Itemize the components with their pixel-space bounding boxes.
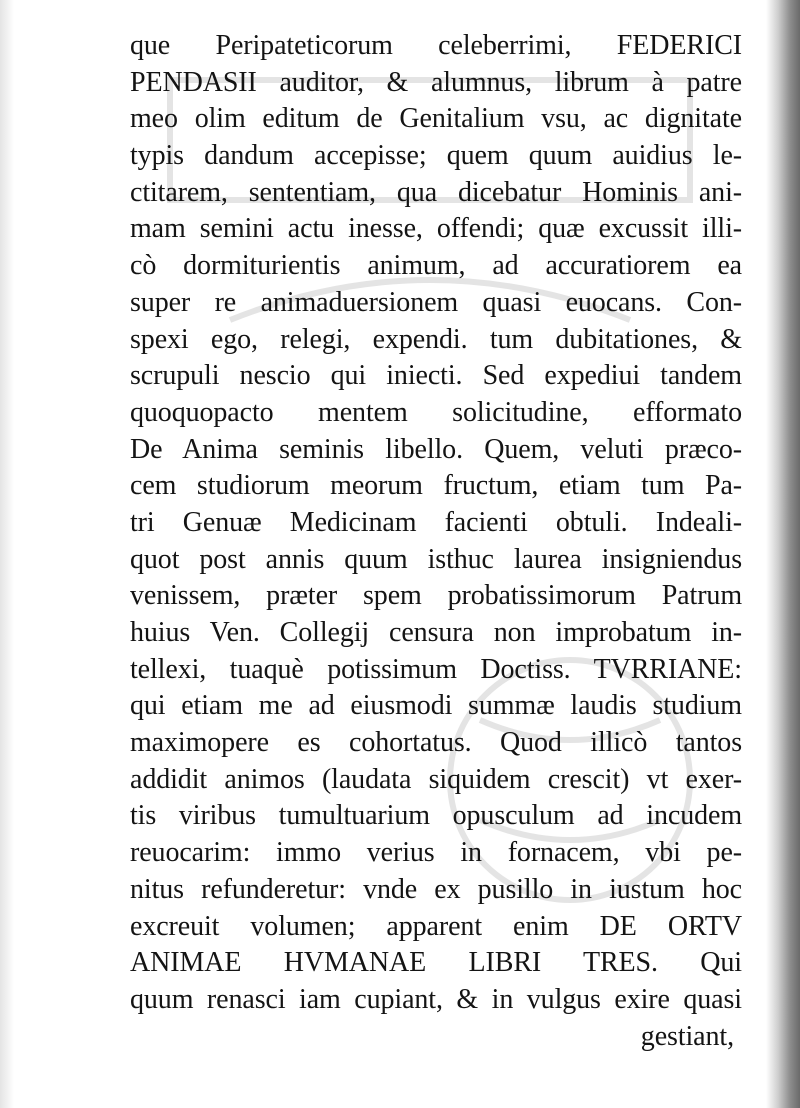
text-line: venissem, præter spem probatissimorum Patrum — [130, 580, 742, 612]
text-line: tri Genuæ Medicinam facienti obtuli. Indeali- — [130, 506, 742, 538]
text-line: reuocarim: immo verius in fornacem, vbi pe- — [130, 837, 742, 869]
text-line: quoquopacto mentem solicitudine, efformato — [130, 396, 742, 428]
text-line: nitus refunderetur: vnde ex pusillo in iustum hoc — [130, 873, 742, 905]
text-line: ctitarem, sententiam, qua dicebatur Hominis ani- — [130, 176, 742, 208]
text-line: spexi ego, relegi, expendi. tum dubitationes, & — [130, 323, 742, 355]
text-line: cem studiorum meorum fructum, etiam tum Pa- — [130, 470, 742, 502]
text-line: mam semini actu inesse, offendi; quæ excussit illi- — [130, 213, 742, 245]
latin-text-block — [130, 28, 742, 1055]
text-line: meo olim editum de Genitalium vsu, ac dignitate — [130, 103, 742, 135]
text-line: excreuit volumen; apparent enim DE ORTV — [130, 910, 742, 942]
text-line: maximopere es cohortatus. Quod illicò tantos — [130, 727, 742, 759]
text-line: quot post annis quum isthuc laurea insigniendus — [130, 543, 742, 575]
text-line: cò dormiturientis animum, ad accuratiorem ea — [130, 250, 742, 282]
text-line: ANIMAE HVMANAE LIBRI TRES. Qui — [130, 947, 742, 979]
text-line: tis viribus tumultuarium opusculum ad incudem — [130, 800, 742, 832]
page-left-shadow — [0, 0, 14, 1108]
text-line: que Peripateticorum celeberrimi, FEDERICI — [130, 30, 742, 61]
text-line: huius Ven. Collegij censura non improbatum in- — [130, 617, 742, 648]
text-line: PENDASII auditor, & alumnus, librum à patre — [130, 66, 742, 98]
text-line: typis dandum accepisse; quem quum auidius le- — [130, 140, 742, 172]
text-line: addidit animos (laudata siquidem crescit) vt exer- — [130, 763, 742, 795]
catchword: gestiant, — [640, 1020, 734, 1052]
text-line: quum renasci iam cupiant, & in vulgus exire quasi — [130, 983, 742, 1015]
text-line: scrupuli nescio qui iniecti. Sed expediui tandem — [130, 360, 742, 392]
text-line: super re animaduersionem quasi euocans. Con- — [130, 286, 742, 318]
text-line: De Anima seminis libello. Quem, veluti præco- — [130, 433, 742, 465]
text-line: tellexi, tuaquè potissimum Doctiss. TVRRIANE: — [130, 653, 742, 685]
text-line: qui etiam me ad eiusmodi summæ laudis studium — [130, 690, 742, 722]
page-right-edge-shadow — [766, 0, 800, 1108]
